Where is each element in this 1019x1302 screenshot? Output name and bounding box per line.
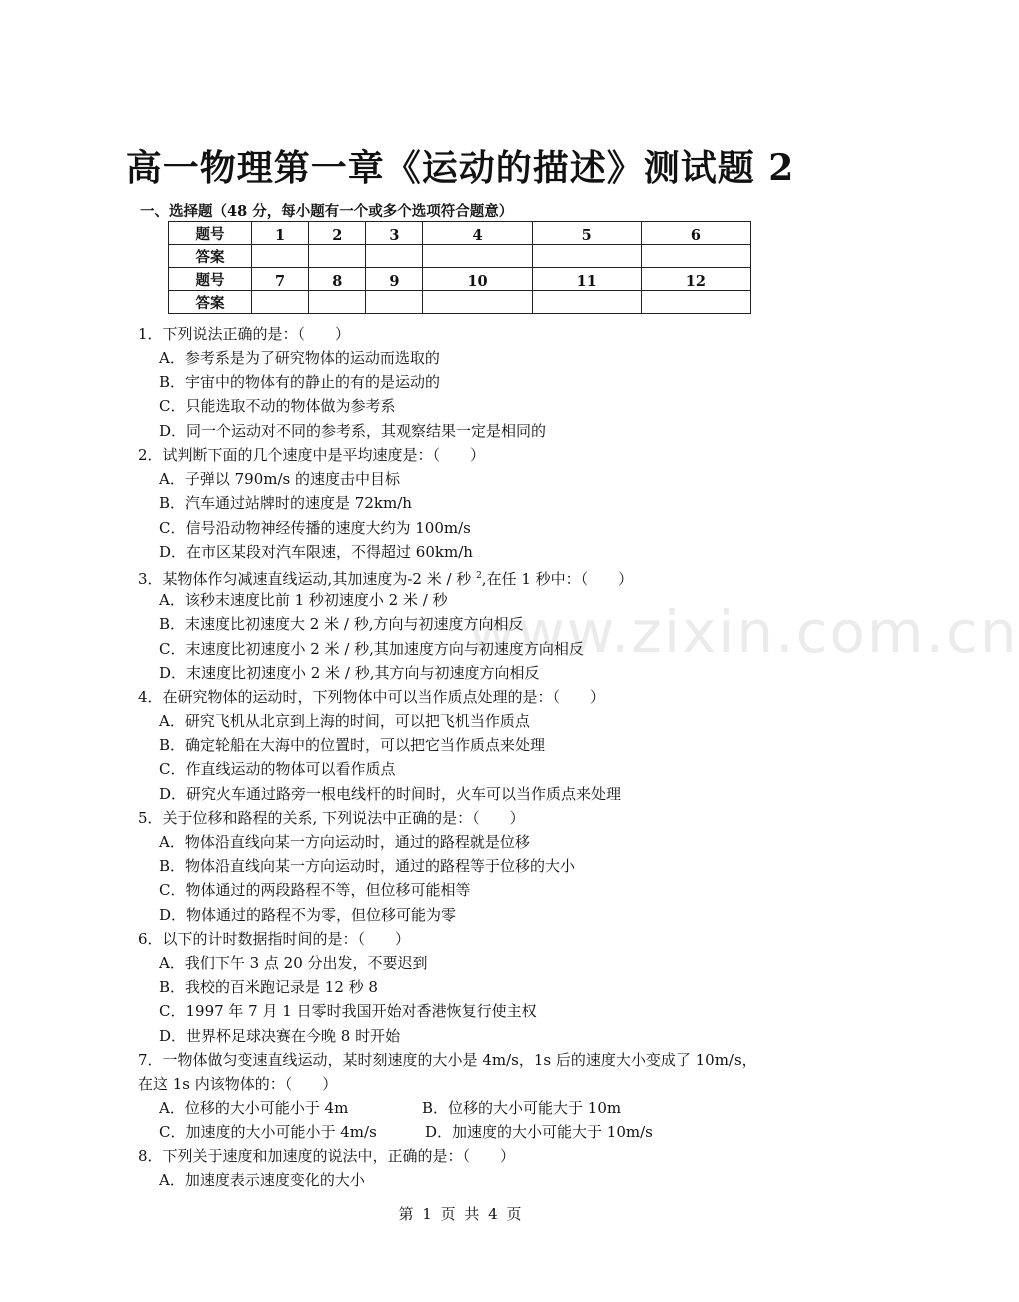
question-2-stem: 2．试判断下面的几个速度中是平均速度是：（ ）	[138, 446, 486, 464]
question-3-stem	[138, 566, 633, 589]
answer-cell[interactable]	[641, 245, 750, 268]
answer-cell[interactable]	[423, 245, 532, 268]
question-1-option-b: B．宇宙中的物体有的静止的有的是运动的	[159, 373, 441, 391]
table-cell: 7	[252, 268, 309, 291]
answer-table	[168, 221, 751, 314]
table-cell: 答案	[169, 245, 252, 268]
question-4-option-a: A．研究飞机从北京到上海的时间，可以把飞机当作质点	[159, 712, 530, 730]
table-cell: 答案	[169, 291, 252, 314]
question-1-option-a: A．参考系是为了研究物体的运动而选取的	[159, 349, 440, 367]
question-3-option-c: C．末速度比初速度小 2 米 / 秒,其加速度方向与初速度方向相反	[159, 640, 584, 658]
question-5-stem: 5．关于位移和路程的关系, 下列说法中正确的是：（ ）	[138, 809, 525, 827]
question-7-option-d: D．加速度的大小可能大于 10m/s	[425, 1123, 653, 1141]
question-1-option-d: D．同一个运动对不同的参考系，其观察结果一定是相同的	[159, 422, 547, 440]
question-6-stem: 6．以下的计时数据指时间的是：（ ）	[138, 930, 411, 948]
question-6-option-b: B．我校的百米跑记录是 12 秒 8	[159, 978, 378, 996]
page-footer: 第 1 页 共 4 页	[398, 1205, 522, 1223]
question-7-option-b: B．位移的大小可能大于 10m	[422, 1099, 622, 1117]
question-4-option-c: C．作直线运动的物体可以看作质点	[159, 760, 396, 778]
watermark: www.zixin.com.cn	[468, 598, 1019, 666]
answer-cell[interactable]	[309, 245, 366, 268]
section-heading: 一、选择题（48 分，每小题有一个或多个选项符合题意）	[140, 203, 514, 220]
table-cell: 8	[309, 268, 366, 291]
answer-cell[interactable]	[366, 291, 423, 314]
table-row	[169, 222, 751, 245]
question-7-stem: 7．一物体做匀变速直线运动，某时刻速度的大小是 4m/s，1s 后的速度大小变成了 10m/s，	[138, 1051, 757, 1069]
question-7-stem-continued: 在这 1s 内该物体的：（ ）	[138, 1075, 338, 1093]
table-cell: 11	[532, 268, 641, 291]
answer-cell[interactable]	[641, 291, 750, 314]
question-5-option-c: C．物体通过的两段路程不等，但位移可能相等	[159, 881, 471, 899]
answer-cell[interactable]	[366, 245, 423, 268]
question-5-option-b: B．物体沿直线向某一方向运动时，通过的路程等于位移的大小	[159, 857, 576, 875]
table-cell: 6	[641, 222, 750, 245]
question-5-option-d: D．物体通过的路程不为零，但位移可能为零	[159, 906, 457, 924]
question-3-option-d: D．末速度比初速度小 2 米 / 秒,其方向与初速度方向相反	[159, 664, 540, 682]
page-title: 高一物理第一章《运动的描述》测试题 2	[125, 147, 795, 189]
answer-cell[interactable]	[423, 291, 532, 314]
question-1-option-c: C．只能选取不动的物体做为参考系	[159, 397, 396, 415]
table-cell: 3	[366, 222, 423, 245]
question-2-option-b: B．汽车通过站牌时的速度是 72km/h	[159, 494, 412, 512]
table-cell: 题号	[169, 268, 252, 291]
question-7-option-a: A．位移的大小可能小于 4m	[159, 1099, 349, 1117]
question-2-option-a: A．子弹以 790m/s 的速度击中目标	[159, 470, 400, 488]
question-3-stem-text: 3．某物体作匀减速直线运动,其加速度为-2 米 / 秒	[138, 570, 477, 588]
table-cell: 10	[423, 268, 532, 291]
table-cell: 题号	[169, 222, 252, 245]
answer-cell[interactable]	[309, 291, 366, 314]
question-2-option-d: D．在市区某段对汽车限速，不得超过 60km/h	[159, 543, 473, 561]
answer-cell[interactable]	[252, 291, 309, 314]
table-row	[169, 268, 751, 291]
question-5-option-a: A．物体沿直线向某一方向运动时，通过的路程就是位移	[159, 833, 530, 851]
table-cell: 5	[532, 222, 641, 245]
question-1-stem: 1．下列说法正确的是：（ ）	[138, 325, 351, 343]
question-4-stem: 4．在研究物体的运动时，下列物体中可以当作质点处理的是：（ ）	[138, 688, 606, 706]
question-3-option-b: B．末速度比初速度大 2 米 / 秒,方向与初速度方向相反	[159, 615, 524, 633]
table-cell: 9	[366, 268, 423, 291]
question-2-option-c: C．信号沿动物神经传播的速度大约为 100m/s	[159, 519, 471, 537]
question-3-stem-tail: ,在任 1 秒中：（ ）	[481, 570, 634, 588]
answer-cell[interactable]	[252, 245, 309, 268]
table-row	[169, 291, 751, 314]
table-cell: 12	[641, 268, 750, 291]
question-4-option-d: D．研究火车通过路旁一根电线杆的时间时，火车可以当作质点来处理	[159, 785, 622, 803]
table-cell: 2	[309, 222, 366, 245]
question-6-option-a: A．我们下午 3 点 20 分出发，不要迟到	[159, 954, 428, 972]
question-8-stem: 8．下列关于速度和加速度的说法中，正确的是：（ ）	[138, 1147, 516, 1165]
question-7-option-c: C．加速度的大小可能小于 4m/s	[159, 1123, 377, 1141]
table-cell: 4	[423, 222, 532, 245]
question-4-option-b: B．确定轮船在大海中的位置时，可以把它当作质点来处理	[159, 736, 546, 754]
question-8-option-a: A．加速度表示速度变化的大小	[159, 1171, 365, 1189]
answer-cell[interactable]	[532, 245, 641, 268]
superscript: 2	[476, 571, 482, 581]
table-row	[169, 245, 751, 268]
table-cell: 1	[252, 222, 309, 245]
question-3-option-a: A．该秒末速度比前 1 秒初速度小 2 米 / 秒	[159, 591, 448, 609]
question-6-option-d: D．世界杯足球决赛在今晚 8 时开始	[159, 1027, 401, 1045]
question-6-option-c: C．1997 年 7 月 1 日零时我国开始对香港恢复行使主权	[159, 1002, 537, 1020]
answer-cell[interactable]	[532, 291, 641, 314]
